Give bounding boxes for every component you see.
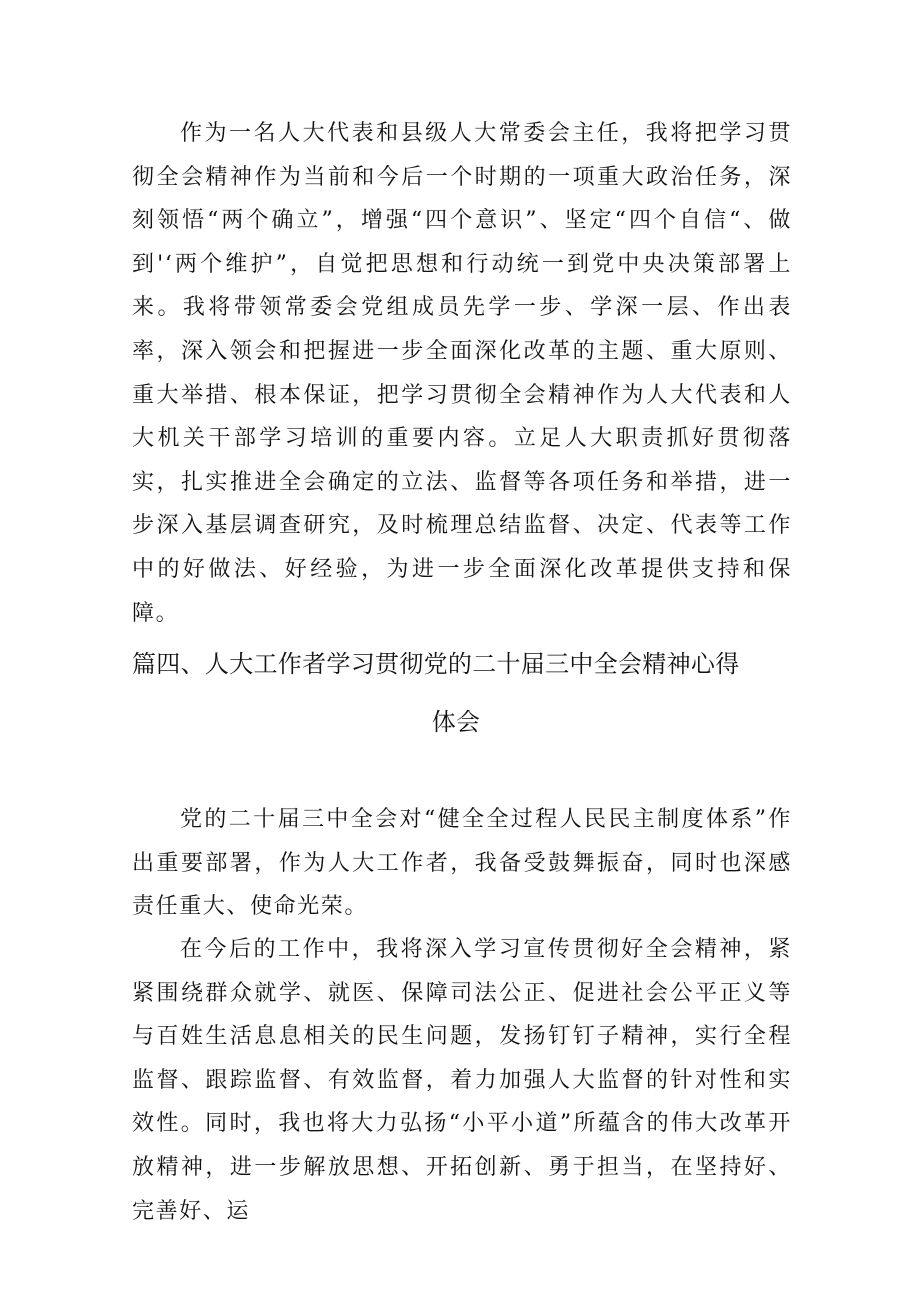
section-heading-line-2: 体会 (431, 708, 481, 736)
section-heading-line-1: 篇四、人大工作者学习贯彻党的二十届三中全会精神心得 (132, 650, 740, 678)
section-paragraph-2: 在今后的工作中，我将深入学习宣传贯彻好全会精神，紧紧围绕群众就学、就医、保障司法公正、促进社会公平正义等与百姓生活息息相关的民生问题，发扬钉钉子精神，实行全程监督、跟踪监督、有效监督，着力加强人大监督的针对性和实效性。同时，我也将大力弘扬“小平小道”所蕴含的伟大改革开放精神，进一步解放思想、开拓创新、勇于担当，在坚持好、完善好、运 (132, 937, 792, 1224)
body-paragraph: 作为一名人大代表和县级人大常委会主任，我将把学习贯彻全会精神作为当前和今后一个时期的一项重大政治任务，深刻领悟“两个确立”，增强“四个意识”、坚定“四个自信“、做到'‘两个维护”，自觉把思想和行动统一到党中央决策部署上来。我将带领常委会党组成员先学一步、学深一层、作出表率，深入领会和把握进一步全面深化改革的主题、重大原则、重大举措、根本保证，把学习贯彻全会精神作为人大代表和人大机关干部学习培训的重要内容。立足人大职责抓好贯彻落实，扎实推进全会确定的立法、监督等各项任务和举措，进一步深入基层调查研究，及时梳理总结监督、决定、代表等工作中的好做法、好经验，为进一步全面深化改革提供支持和保障。 (132, 121, 792, 626)
section-paragraph-1: 党的二十届三中全会对“健全全过程人民民主制度体系”作出重要部署，作为人大工作者，我备受鼓舞振奋，同时也深感责任重大、使命光荣。 (132, 807, 792, 920)
